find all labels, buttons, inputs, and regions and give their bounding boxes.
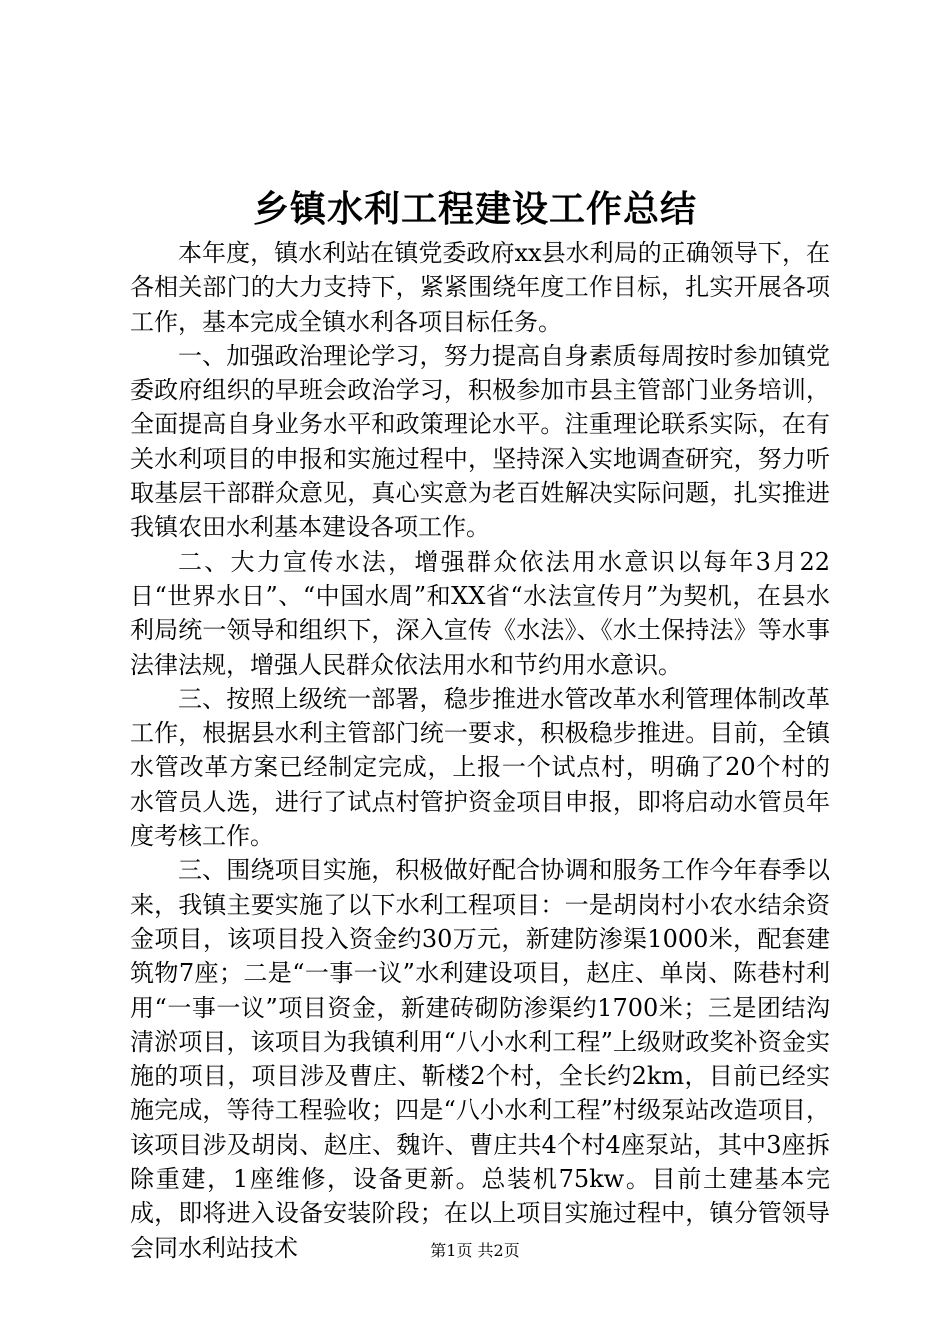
page-number-footer: 第1页 共2页 xyxy=(430,1241,520,1260)
paragraph-intro: 本年度，镇水利站在镇党委政府xx县水利局的正确领导下，在各相关部门的大力支持下，紧紧围绕年度工作目标，扎实开展各项工作，基本完成全镇水利各项目标任务。 xyxy=(130,239,830,336)
document-title: 乡镇水利工程建设工作总结 xyxy=(252,188,697,230)
document-body xyxy=(130,236,830,1265)
paragraph-section-2: 二、大力宣传水法，增强群众依法用水意识以每年3月22日“世界水日”、“中国水周”和XX省“水法宣传月”为契机，在县水利局统一领导和组织下，深入宣传《水法》、《水土保持法》等水事法律法规，增强人民群众依法用水和节约用水意识。 xyxy=(130,547,830,679)
paragraph-section-1: 一、加强政治理论学习，努力提高自身素质每周按时参加镇党委政府组织的早班会政治学习，积极参加市县主管部门业务培训，全面提高自身业务水平和政策理论水平。注重理论联系实际，在有关水利项目的申报和实施过程中，坚持深入实地调查研究，努力听取基层干部群众意见，真心实意为老百姓解决实际问题，扎实推进我镇农田水利基本建设各项工作。 xyxy=(130,341,830,542)
paragraph-section-3: 三、按照上级统一部署，稳步推进水管改革水利管理体制改革工作，根据县水利主管部门统一要求，积极稳步推进。目前，全镇水管改革方案已经制定完成，上报一个试点村，明确了20个村的水管员人选，进行了试点村管护资金项目申报，即将启动水管员年度考核工作。 xyxy=(130,684,830,851)
paragraph-section-4: 三、围绕项目实施，积极做好配合协调和服务工作今年春季以来，我镇主要实施了以下水利工程项目：一是胡岗村小农水结余资金项目，该项目投入资金约30万元，新建防渗渠1000米，配套建筑物7座；二是“一事一议”水利建设项目，赵庄、单岗、陈巷村利用“一事一议”项目资金，新建砖砌防渗渠约1700米；三是团结沟清淤项目，该项目为我镇利用“八小水利工程”上级财政奖补资金实施的项目，项目涉及曹庄、靳楼2个村，全长约2km，目前已经实施完成，等待工程验收；四是“八小水利工程”村级泵站改造项目，该项目涉及胡岗、赵庄、魏许、曹庄共4个村4座泵站，其中3座拆除重建，1座维修，设备更新。总装机75kw。目前土建基本完成，即将进入设备安装阶段；在以上项目实施过程中，镇分管领导会同水利站技术 xyxy=(130,856,830,1262)
